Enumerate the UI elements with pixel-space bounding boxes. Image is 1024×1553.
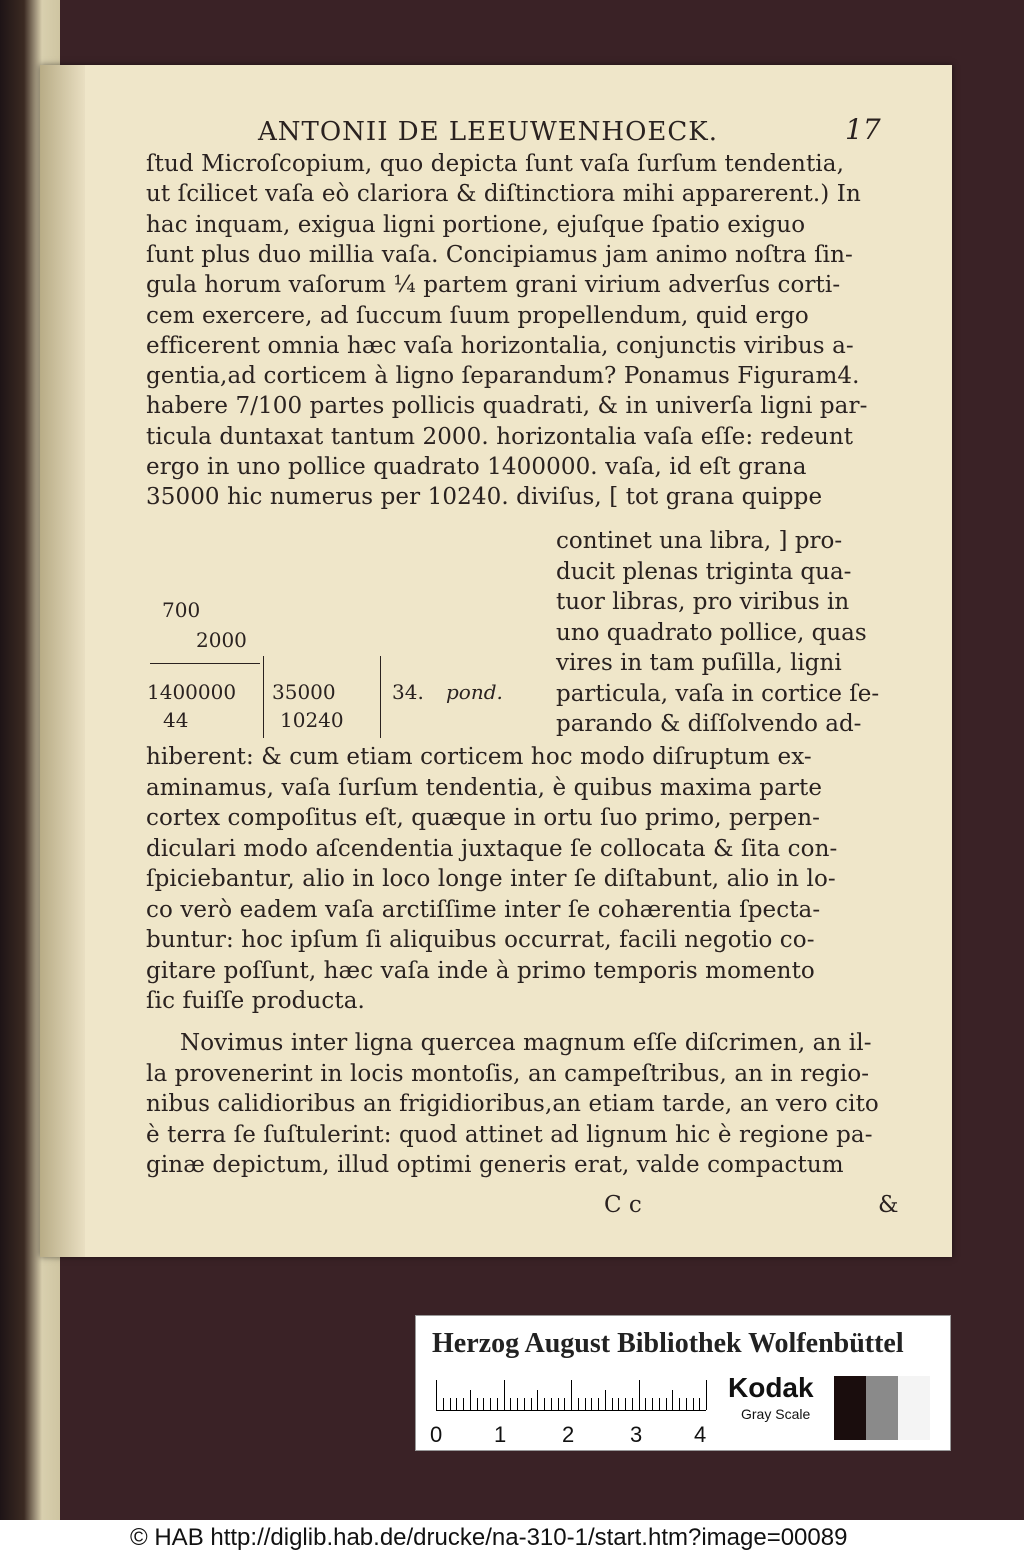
- calc-unit: pond.: [446, 680, 503, 704]
- ruler-tick: [504, 1380, 505, 1410]
- calc-rule: [150, 663, 260, 664]
- ruler-tick: [693, 1398, 694, 1410]
- ruler-tick: [456, 1398, 457, 1410]
- ruler-tick: [450, 1398, 451, 1410]
- text-line: ſtud Microſcopium, quo depicta ſunt vaſa ſurſum tendentia,: [146, 151, 844, 177]
- running-header: ANTONII DE LEEUWENHOECK.: [258, 117, 718, 147]
- text-line: ſunt plus duo millia vaſa. Concipiamus jam animo noſtra ſin-: [146, 241, 853, 268]
- ruler-tick: [618, 1398, 619, 1410]
- ruler-tick: [585, 1398, 586, 1410]
- ruler-tick: [639, 1380, 640, 1410]
- ruler-tick: [605, 1390, 606, 1410]
- ruler-tick: [483, 1398, 484, 1410]
- text-line: ſic fuiſſe producta.: [146, 988, 365, 1014]
- footer-bar: [0, 1520, 1024, 1553]
- text-line: vires in tam puſilla, ligni: [556, 650, 842, 676]
- text-line: gentia,ad corticem à ligno ſeparandum? Ponamus Figuram4.: [146, 363, 860, 390]
- text-line: parando & diſſolvendo ad-: [556, 711, 862, 737]
- ruler-tick: [558, 1398, 559, 1410]
- ruler-tick: [659, 1398, 660, 1410]
- ruler-tick: [679, 1398, 680, 1410]
- text-line: gitare poſſunt, hæc vaſa inde à primo temporis momento: [146, 957, 815, 984]
- text-line: co verò eadem vaſa arctiſſime inter ſe cohærentia ſpecta-: [146, 896, 821, 923]
- ruler-label-0: 0: [430, 1422, 443, 1447]
- calc-four: 44: [163, 708, 189, 732]
- text-line: efficerent omnia hæc vaſa horizontalia, conjunctis viribus a-: [146, 332, 854, 359]
- text-line: habere 7/100 partes pollicis quadrati, & in univerſa ligni par-: [146, 393, 868, 420]
- calc-result: 34.: [392, 680, 424, 704]
- calc-divisor: 10240: [280, 708, 344, 732]
- ruler-tick: [571, 1380, 572, 1410]
- calc-2000: 2000: [196, 628, 247, 652]
- ruler-tick: [686, 1398, 687, 1410]
- text-line: hiberent: & cum etiam corticem hoc modo diſruptum ex-: [146, 744, 812, 770]
- ruler-tick: [537, 1390, 538, 1410]
- ruler-tick: [551, 1398, 552, 1410]
- text-line: tuor libras, pro viribus in: [556, 589, 850, 615]
- text-line: continet una libra, ] pro-: [556, 528, 843, 554]
- ruler-label-1: 1: [494, 1422, 507, 1447]
- ruler-tick: [666, 1398, 667, 1410]
- scale-ruler: [436, 1380, 706, 1411]
- calc-grana: 35000: [272, 680, 336, 704]
- library-title: Herzog August Bibliothek Wolfenbüttel: [432, 1328, 904, 1359]
- ruler-tick: [517, 1398, 518, 1410]
- text-line: ut ſcilicet vaſa eò clariora & diſtinctiora mihi apparerent.) In: [146, 181, 861, 208]
- text-line: ticula duntaxat tantum 2000. horizontalia vaſa eſſe: redeunt: [146, 423, 854, 450]
- calc-product: 1400000: [147, 680, 237, 704]
- ruler-tick: [632, 1398, 633, 1410]
- text-line: diculari modo aſcendentia juxtaque ſe collocata & ſita con-: [146, 835, 838, 862]
- text-line: è terra ſe ſuſtulerint: quod attinet ad lignum hic è regione pa-: [146, 1121, 873, 1148]
- text-line: gula horum vaſorum ¼ partem grani virium adverſus corti-: [146, 272, 841, 299]
- catchword: &: [878, 1192, 899, 1218]
- text-line: Novimus inter ligna quercea magnum eſſe diſcrimen, an il-: [180, 1030, 872, 1056]
- ruler-tick: [463, 1398, 464, 1410]
- ruler-tick: [443, 1398, 444, 1410]
- text-line: hac inquam, exigua ligni portione, ejuſque ſpatio exiguo: [146, 211, 806, 238]
- color-target-card: [415, 1315, 951, 1451]
- ruler-tick: [490, 1398, 491, 1410]
- ruler-tick: [531, 1398, 532, 1410]
- text-line: la provenerint in locis montoſis, an campeſtribus, an in regio-: [146, 1060, 870, 1087]
- text-line: uno quadrato pollice, quas: [556, 619, 867, 646]
- ruler-tick: [598, 1398, 599, 1410]
- signature-mark: C c: [604, 1192, 642, 1218]
- ruler-tick: [591, 1398, 592, 1410]
- ruler-tick: [497, 1398, 498, 1410]
- ruler-tick: [578, 1398, 579, 1410]
- text-line: ergo in uno pollice quadrato 1400000. vaſa, id eſt grana: [146, 454, 807, 480]
- swatch-gray: [866, 1376, 898, 1440]
- ruler-label-4: 4: [694, 1422, 707, 1447]
- page-number: 17: [845, 113, 881, 146]
- ruler-tick: [645, 1398, 646, 1410]
- ruler-tick: [672, 1390, 673, 1410]
- text-line: 35000 hic numerus per 10240. diviſus, [ tot grana quippe: [146, 484, 823, 511]
- text-line: particula, vaſa in cortice ſe-: [556, 680, 880, 707]
- ruler-tick: [612, 1398, 613, 1410]
- ruler-tick: [625, 1398, 626, 1410]
- ruler-tick: [470, 1390, 471, 1410]
- ruler-tick: [510, 1398, 511, 1410]
- ruler-tick: [436, 1380, 437, 1410]
- ruler-tick: [544, 1398, 545, 1410]
- ruler-tick: [524, 1398, 525, 1410]
- swatch-white: [898, 1376, 930, 1440]
- ruler-label-3: 3: [630, 1422, 643, 1447]
- text-line: nibus calidioribus an frigidioribus,an etiam tarde, an vero cito: [146, 1091, 879, 1117]
- text-line: ginæ depictum, illud optimi generis erat, valde compactum: [146, 1152, 844, 1178]
- gray-scale-label: Gray Scale: [741, 1406, 811, 1422]
- calc-700: 700: [162, 598, 201, 622]
- copyright-url: © HAB http://diglib.hab.de/drucke/na-310-1/start.htm?image=00089: [130, 1524, 848, 1551]
- ruler-tick: [564, 1398, 565, 1410]
- calc-divider-2: [380, 656, 381, 738]
- calc-divider-1: [263, 656, 264, 738]
- kodak-logo: Kodak: [728, 1372, 814, 1403]
- page-gutter: [40, 65, 85, 1257]
- text-line: ducit plenas triginta qua-: [556, 558, 852, 585]
- ruler-tick: [477, 1398, 478, 1410]
- text-line: cem exercere, ad ſuccum ſuum propellendum, quid ergo: [146, 302, 809, 329]
- ruler-tick: [706, 1380, 707, 1410]
- ruler-tick: [699, 1398, 700, 1410]
- text-line: cortex compoſitus eſt, quæque in ortu ſuo primo, perpen-: [146, 805, 820, 831]
- text-line: aminamus, vaſa ſurſum tendentia, è quibus maxima parte: [146, 774, 823, 801]
- ruler-label-2: 2: [562, 1422, 575, 1447]
- text-line: ſpiciebantur, alio in loco longe inter ſe diſtabunt, alio in lo-: [146, 866, 836, 892]
- text-line: buntur: hoc ipſum ſi aliquibus occurrat, facili negotio co-: [146, 927, 815, 953]
- ruler-tick: [652, 1398, 653, 1410]
- swatch-black: [834, 1376, 866, 1440]
